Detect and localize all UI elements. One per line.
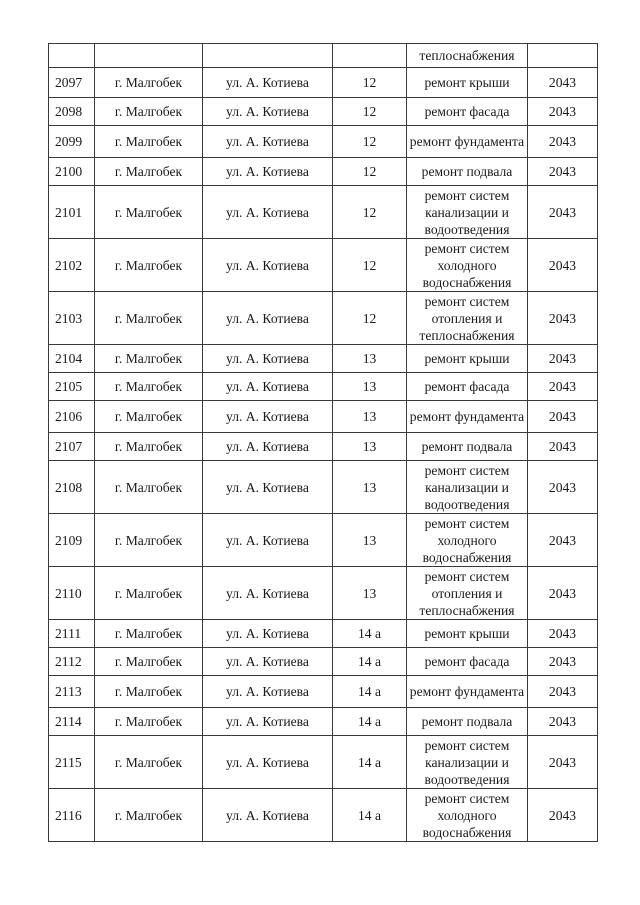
cell-house: 12 bbox=[333, 126, 407, 158]
continuation-row bbox=[49, 44, 598, 68]
cell-city: г. Малгобек bbox=[95, 648, 203, 676]
cell-house: 14 а bbox=[333, 736, 407, 789]
cell-year: 2043 bbox=[528, 736, 598, 789]
cell-work-type: ремонт систем холодного водоснабжения bbox=[407, 789, 528, 842]
cell-street: ул. А. Котиева bbox=[203, 98, 333, 126]
cell-number: 2100 bbox=[49, 158, 95, 186]
cell-year: 2043 bbox=[528, 186, 598, 239]
table-body bbox=[49, 44, 598, 842]
cell-year: 2043 bbox=[528, 514, 598, 567]
cell-house: 13 bbox=[333, 514, 407, 567]
cell-number: 2103 bbox=[49, 292, 95, 345]
cell-year: 2043 bbox=[528, 158, 598, 186]
cell-city: г. Малгобек bbox=[95, 433, 203, 461]
cell-city: г. Малгобек bbox=[95, 126, 203, 158]
cell-number: 2114 bbox=[49, 708, 95, 736]
cell-number: 2109 bbox=[49, 514, 95, 567]
cell-street: ул. А. Котиева bbox=[203, 433, 333, 461]
cell-street: ул. А. Котиева bbox=[203, 292, 333, 345]
cell-street: ул. А. Котиева bbox=[203, 789, 333, 842]
cell-street: ул. А. Котиева bbox=[203, 620, 333, 648]
cell-work-type: ремонт крыши bbox=[407, 345, 528, 373]
cell-house: 14 а bbox=[333, 648, 407, 676]
cell-street: ул. А. Котиева bbox=[203, 401, 333, 433]
cell-year: 2043 bbox=[528, 708, 598, 736]
cell-house: 14 а bbox=[333, 676, 407, 708]
cell-work-type: ремонт систем канализации и водоотведения bbox=[407, 736, 528, 789]
cell-house: 14 а bbox=[333, 708, 407, 736]
table-row bbox=[49, 567, 598, 620]
cell-number: 2113 bbox=[49, 676, 95, 708]
cell-city: г. Малгобек bbox=[95, 373, 203, 401]
cell-year: 2043 bbox=[528, 567, 598, 620]
cell-year: 2043 bbox=[528, 68, 598, 98]
cell-city: г. Малгобек bbox=[95, 514, 203, 567]
table-row bbox=[49, 789, 598, 842]
cell-number: 2099 bbox=[49, 126, 95, 158]
table-row bbox=[49, 345, 598, 373]
cell-street: ул. А. Котиева bbox=[203, 461, 333, 514]
table-row bbox=[49, 461, 598, 514]
cell-work-type: ремонт систем холодного водоснабжения bbox=[407, 514, 528, 567]
cell-house: 14 а bbox=[333, 620, 407, 648]
cell-year: 2043 bbox=[528, 648, 598, 676]
cell-street: ул. А. Котиева bbox=[203, 345, 333, 373]
cell-house: 13 bbox=[333, 373, 407, 401]
table-row bbox=[49, 736, 598, 789]
cell-city: г. Малгобек bbox=[95, 620, 203, 648]
cell-house: 13 bbox=[333, 433, 407, 461]
cell-number: 2107 bbox=[49, 433, 95, 461]
cell-work-type: ремонт систем отопления и теплоснабжения bbox=[407, 567, 528, 620]
cell-work-type: ремонт крыши bbox=[407, 620, 528, 648]
table-row bbox=[49, 239, 598, 292]
table-row bbox=[49, 676, 598, 708]
cell-number: 2102 bbox=[49, 239, 95, 292]
cell-work-type: ремонт подвала bbox=[407, 708, 528, 736]
cell-house: 12 bbox=[333, 186, 407, 239]
cell-number: 2110 bbox=[49, 567, 95, 620]
cell-work-type: ремонт систем канализации и водоотведения bbox=[407, 186, 528, 239]
cell-year: 2043 bbox=[528, 98, 598, 126]
cell-work-type: ремонт систем отопления и теплоснабжения bbox=[407, 292, 528, 345]
cell-city: г. Малгобек bbox=[95, 567, 203, 620]
cell-city: г. Малгобек bbox=[95, 736, 203, 789]
cell-city bbox=[95, 44, 203, 68]
cell-city: г. Малгобек bbox=[95, 676, 203, 708]
table-row bbox=[49, 708, 598, 736]
cell-street: ул. А. Котиева bbox=[203, 126, 333, 158]
cell-number: 2106 bbox=[49, 401, 95, 433]
cell-house: 13 bbox=[333, 567, 407, 620]
cell-year bbox=[528, 44, 598, 68]
cell-work-type: ремонт фасада bbox=[407, 373, 528, 401]
cell-number: 2098 bbox=[49, 98, 95, 126]
cell-number: 2116 bbox=[49, 789, 95, 842]
cell-year: 2043 bbox=[528, 239, 598, 292]
repair-schedule-table bbox=[48, 43, 598, 842]
cell-city: г. Малгобек bbox=[95, 68, 203, 98]
cell-house: 12 bbox=[333, 158, 407, 186]
cell-work-type: ремонт крыши bbox=[407, 68, 528, 98]
cell-street: ул. А. Котиева bbox=[203, 68, 333, 98]
cell-city: г. Малгобек bbox=[95, 345, 203, 373]
table-row bbox=[49, 648, 598, 676]
table-row bbox=[49, 401, 598, 433]
table-row bbox=[49, 126, 598, 158]
cell-number: 2105 bbox=[49, 373, 95, 401]
table-row bbox=[49, 433, 598, 461]
cell-city: г. Малгобек bbox=[95, 239, 203, 292]
cell-house: 12 bbox=[333, 292, 407, 345]
cell-street: ул. А. Котиева bbox=[203, 514, 333, 567]
cell-year: 2043 bbox=[528, 433, 598, 461]
cell-year: 2043 bbox=[528, 620, 598, 648]
table-row bbox=[49, 68, 598, 98]
cell-number: 2108 bbox=[49, 461, 95, 514]
table-row bbox=[49, 292, 598, 345]
cell-street: ул. А. Котиева bbox=[203, 708, 333, 736]
cell-year: 2043 bbox=[528, 461, 598, 514]
cell-house: 12 bbox=[333, 98, 407, 126]
cell-work-type: ремонт подвала bbox=[407, 158, 528, 186]
cell-street: ул. А. Котиева bbox=[203, 373, 333, 401]
cell-year: 2043 bbox=[528, 373, 598, 401]
cell-city: г. Малгобек bbox=[95, 461, 203, 514]
table-row bbox=[49, 620, 598, 648]
cell-number: 2112 bbox=[49, 648, 95, 676]
cell-number: 2097 bbox=[49, 68, 95, 98]
cell-work-type: ремонт фундамента bbox=[407, 676, 528, 708]
cell-city: г. Малгобек bbox=[95, 158, 203, 186]
cell-work-type: ремонт фундамента bbox=[407, 401, 528, 433]
cell-street: ул. А. Котиева bbox=[203, 239, 333, 292]
table-row bbox=[49, 98, 598, 126]
cell-year: 2043 bbox=[528, 345, 598, 373]
cell-year: 2043 bbox=[528, 789, 598, 842]
cell-city: г. Малгобек bbox=[95, 98, 203, 126]
cell-street: ул. А. Котиева bbox=[203, 186, 333, 239]
cell-work-type: ремонт фасада bbox=[407, 98, 528, 126]
cell-work-type: ремонт систем канализации и водоотведения bbox=[407, 461, 528, 514]
cell-street: ул. А. Котиева bbox=[203, 158, 333, 186]
cell-number: 2101 bbox=[49, 186, 95, 239]
cell-house: 13 bbox=[333, 401, 407, 433]
cell-street: ул. А. Котиева bbox=[203, 648, 333, 676]
cell-number bbox=[49, 44, 95, 68]
cell-year: 2043 bbox=[528, 401, 598, 433]
cell-house: 14 а bbox=[333, 789, 407, 842]
cell-number: 2104 bbox=[49, 345, 95, 373]
cell-work-type: теплоснабжения bbox=[407, 44, 528, 68]
cell-house: 12 bbox=[333, 68, 407, 98]
cell-work-type: ремонт подвала bbox=[407, 433, 528, 461]
cell-house: 13 bbox=[333, 345, 407, 373]
cell-house: 12 bbox=[333, 239, 407, 292]
table-row bbox=[49, 186, 598, 239]
cell-city: г. Малгобек bbox=[95, 292, 203, 345]
cell-city: г. Малгобек bbox=[95, 401, 203, 433]
cell-street bbox=[203, 44, 333, 68]
cell-city: г. Малгобек bbox=[95, 186, 203, 239]
cell-number: 2111 bbox=[49, 620, 95, 648]
cell-year: 2043 bbox=[528, 126, 598, 158]
cell-house bbox=[333, 44, 407, 68]
cell-year: 2043 bbox=[528, 292, 598, 345]
cell-city: г. Малгобек bbox=[95, 708, 203, 736]
cell-street: ул. А. Котиева bbox=[203, 676, 333, 708]
cell-street: ул. А. Котиева bbox=[203, 567, 333, 620]
table-row bbox=[49, 373, 598, 401]
table-row bbox=[49, 514, 598, 567]
table-row bbox=[49, 158, 598, 186]
cell-work-type: ремонт систем холодного водоснабжения bbox=[407, 239, 528, 292]
cell-house: 13 bbox=[333, 461, 407, 514]
cell-street: ул. А. Котиева bbox=[203, 736, 333, 789]
cell-number: 2115 bbox=[49, 736, 95, 789]
cell-work-type: ремонт фундамента bbox=[407, 126, 528, 158]
cell-work-type: ремонт фасада bbox=[407, 648, 528, 676]
cell-city: г. Малгобек bbox=[95, 789, 203, 842]
cell-year: 2043 bbox=[528, 676, 598, 708]
